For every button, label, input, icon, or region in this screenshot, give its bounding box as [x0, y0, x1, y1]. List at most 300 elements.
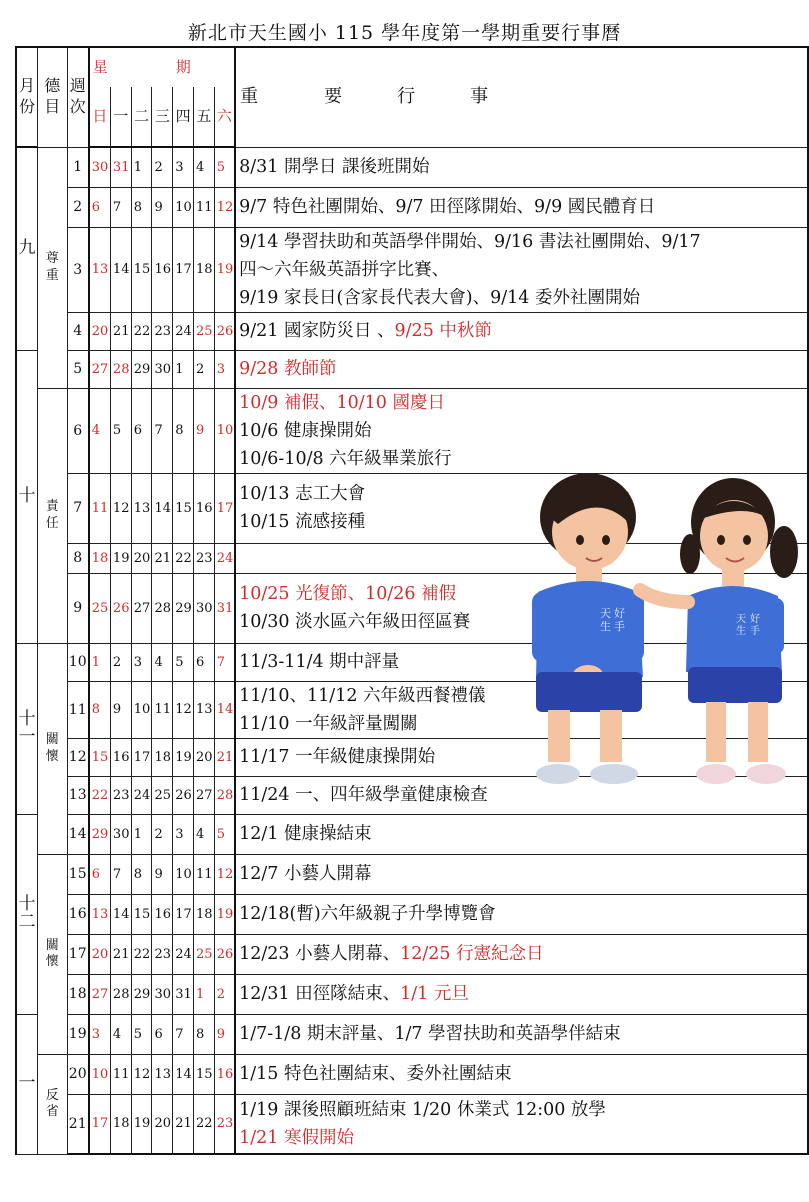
day-cell: 29 [173, 573, 194, 643]
month-cell-char: 一 [18, 726, 36, 747]
day-cell: 22 [131, 312, 152, 350]
event-line [239, 980, 807, 1008]
month-cell [16, 643, 37, 814]
day-cell: 20 [89, 312, 111, 350]
event-cell [235, 1094, 808, 1154]
event-text: 9/14 學習扶助和英語學伴開始、9/16 書法社團開始、9/17 [239, 231, 701, 252]
girl-shirt-text-2: 生 [736, 626, 746, 637]
virtue-cell [37, 388, 67, 643]
week-header-char: 週 [69, 76, 86, 96]
event-line [239, 417, 807, 445]
virtue-cell-char: 懷 [45, 748, 59, 764]
day-cell: 30 [152, 350, 173, 388]
day-cell: 2 [152, 814, 173, 854]
virtue-cell-char: 責 [45, 499, 59, 515]
page-title: 新北市天生國小 115 學年度第一學期重要行事曆 [187, 22, 622, 44]
week-number: 16 [67, 894, 89, 934]
day-cell: 7 [110, 187, 131, 227]
day-cell: 30 [89, 147, 111, 187]
event-cell [235, 350, 808, 388]
girl-shirt-text-4: 手 [750, 626, 760, 637]
event-line [239, 317, 807, 345]
event-text: 9/7 特色社團開始、9/7 田徑隊開始、9/9 國民體育日 [239, 197, 656, 217]
day-cell: 11 [152, 681, 173, 738]
day-cell: 21 [173, 1094, 194, 1154]
event-text: 8/31 開學日 課後班開始 [239, 157, 430, 177]
girl-shirt-text-1: 天 [736, 614, 746, 625]
event-text: 11/10、11/12 六年級西餐禮儀 [239, 685, 486, 706]
day-cell: 21 [214, 738, 235, 776]
day-cell: 23 [152, 934, 173, 974]
day-cell: 22 [131, 934, 152, 974]
day-cell: 16 [110, 738, 131, 776]
event-line [239, 900, 807, 928]
day-cell: 8 [131, 854, 152, 894]
children-illustration [528, 462, 809, 802]
day-cell: 1 [193, 974, 214, 1014]
week-row [16, 187, 808, 227]
day-cell: 9 [152, 187, 173, 227]
event-line [239, 860, 807, 888]
event-text: 9/25 中秋節 [394, 321, 492, 341]
week-header-char: 次 [69, 97, 86, 117]
week-number: 19 [67, 1014, 89, 1054]
week-number: 12 [67, 738, 89, 776]
event-cell [235, 187, 808, 227]
day-cell: 13 [152, 1054, 173, 1094]
day-cell: 12 [173, 681, 194, 738]
day-cell: 28 [110, 974, 131, 1014]
event-line [239, 153, 807, 181]
day-cell: 12 [110, 473, 131, 543]
event-cell [235, 388, 808, 473]
day-cell: 7 [214, 643, 235, 681]
day-cell: 9 [214, 1014, 235, 1054]
month-cell [16, 147, 37, 350]
week-row [16, 350, 808, 388]
day-cell: 11 [89, 473, 111, 543]
week-number: 21 [67, 1094, 89, 1154]
day-cell: 17 [214, 473, 235, 543]
month-cell [16, 1014, 37, 1154]
day-cell: 25 [193, 312, 214, 350]
day-cell: 13 [89, 894, 111, 934]
month-cell-char: 十 [18, 894, 36, 915]
month-cell-char: 九 [18, 237, 36, 258]
week-number: 4 [67, 312, 89, 350]
day-cell: 17 [131, 738, 152, 776]
event-cell [235, 934, 808, 974]
day-cell: 21 [110, 934, 131, 974]
day-cell: 13 [89, 227, 111, 312]
day-cell: 10 [214, 388, 235, 473]
month-cell [16, 814, 37, 1014]
week-number: 10 [67, 643, 89, 681]
virtue-cell-char: 任 [45, 515, 59, 531]
day-cell: 16 [214, 1054, 235, 1094]
virtue-cell-char: 懷 [45, 954, 59, 969]
event-text: 9/19 家長日(含家長代表大會)、9/14 委外社團開始 [239, 287, 640, 308]
day-cell: 7 [110, 854, 131, 894]
event-line [239, 284, 807, 312]
day-cell: 30 [152, 974, 173, 1014]
event-text: 12/1 健康操結束 [239, 824, 372, 844]
day-cell: 4 [193, 814, 214, 854]
event-line [239, 1020, 807, 1048]
day-cell: 10 [173, 854, 194, 894]
day-cell: 12 [214, 187, 235, 227]
day-cell: 12 [131, 1054, 152, 1094]
day-cell: 31 [214, 573, 235, 643]
day-cell: 28 [214, 776, 235, 814]
event-line [239, 256, 807, 284]
day-cell: 16 [152, 894, 173, 934]
day-cell: 22 [89, 776, 111, 814]
day-header-6: 六 [214, 87, 235, 147]
day-cell: 27 [193, 776, 214, 814]
week-row [16, 227, 808, 312]
day-cell: 14 [152, 473, 173, 543]
event-text: 11/17 一年級健康操開始 [239, 747, 436, 767]
event-line [239, 1124, 807, 1152]
day-cell: 14 [110, 227, 131, 312]
day-cell: 17 [173, 227, 194, 312]
day-cell: 11 [193, 187, 214, 227]
virtue-cell-char: 關 [45, 732, 59, 748]
day-cell: 28 [110, 350, 131, 388]
events-header-char: 行 [397, 86, 416, 108]
event-cell [235, 974, 808, 1014]
boy-figure [532, 473, 644, 784]
day-cell: 4 [152, 643, 173, 681]
day-cell: 2 [110, 643, 131, 681]
day-cell: 8 [193, 1014, 214, 1054]
month-header-char: 月 [18, 76, 35, 96]
virtue-cell-char: 重 [45, 267, 59, 283]
day-cell: 3 [89, 1014, 111, 1054]
day-cell: 6 [193, 643, 214, 681]
month-cell-char: 十 [18, 485, 36, 506]
week-number: 7 [67, 473, 89, 543]
event-line [239, 1060, 807, 1088]
day-cell: 25 [152, 776, 173, 814]
event-text: 10/6 健康操開始 [239, 420, 372, 441]
day-cell: 19 [173, 738, 194, 776]
month-cell-char: 二 [18, 912, 36, 932]
day-cell: 6 [152, 1014, 173, 1054]
day-cell: 5 [131, 1014, 152, 1054]
week-row [16, 814, 808, 854]
day-cell: 3 [173, 814, 194, 854]
day-cell: 26 [110, 573, 131, 643]
day-cell: 26 [214, 312, 235, 350]
day-cell: 1 [173, 350, 194, 388]
week-header [67, 47, 89, 147]
event-text: 1/1 元旦 [400, 984, 469, 1004]
boy-shirt-text-3: 好 [614, 607, 625, 620]
event-text: 11/3-11/4 期中評量 [239, 652, 400, 672]
week-row [16, 1094, 808, 1154]
week-number: 8 [67, 543, 89, 573]
girl-figure [640, 478, 798, 784]
month-header-char: 份 [18, 97, 35, 116]
event-cell [235, 312, 808, 350]
day-cell: 3 [214, 350, 235, 388]
day-cell: 30 [193, 573, 214, 643]
virtue-cell [37, 1054, 67, 1154]
day-cell: 23 [193, 543, 214, 573]
week-number: 20 [67, 1054, 89, 1094]
virtue-header [37, 47, 67, 147]
week-number: 11 [67, 681, 89, 738]
day-cell: 16 [193, 473, 214, 543]
day-cell: 8 [89, 681, 111, 738]
day-cell: 18 [193, 227, 214, 312]
day-cell: 24 [173, 934, 194, 974]
virtue-header-char: 德 [44, 76, 61, 96]
day-header-0: 日 [89, 87, 111, 147]
day-cell: 18 [193, 894, 214, 934]
day-cell: 15 [89, 738, 111, 776]
week-row [16, 894, 808, 934]
virtue-cell-char: 反 [45, 1087, 59, 1103]
day-cell: 24 [173, 312, 194, 350]
day-cell: 20 [193, 738, 214, 776]
event-text: 1/19 課後照顧班結束 1/20 休業式 12:00 放學 [239, 1099, 606, 1120]
day-cell: 17 [173, 894, 194, 934]
day-cell: 5 [214, 814, 235, 854]
day-cell: 25 [89, 573, 111, 643]
day-cell: 20 [131, 543, 152, 573]
week-number: 17 [67, 934, 89, 974]
day-cell: 29 [89, 814, 111, 854]
event-line [239, 820, 807, 848]
events-header-char: 重 [240, 86, 259, 108]
day-cell: 15 [131, 227, 152, 312]
day-header-4: 四 [173, 87, 194, 147]
virtue-header-char: 目 [44, 97, 61, 117]
virtue-cell-char: 尊 [45, 251, 59, 267]
day-cell: 19 [131, 1094, 152, 1154]
events-header-char: 要 [324, 86, 343, 108]
day-cell: 22 [193, 1094, 214, 1154]
event-text: 12/31 田徑隊結束、 [239, 984, 401, 1004]
week-number: 13 [67, 776, 89, 814]
day-cell: 5 [214, 147, 235, 187]
week-number: 5 [67, 350, 89, 388]
event-text: 1/7-1/8 期末評量、1/7 學習扶助和英語學伴結束 [239, 1024, 621, 1044]
boy-shirt-text-1: 天 [600, 607, 611, 620]
day-cell: 31 [173, 974, 194, 1014]
day-cell: 3 [131, 643, 152, 681]
day-cell: 18 [152, 738, 173, 776]
month-header [16, 47, 37, 147]
events-header-char: 事 [470, 86, 489, 108]
day-cell: 6 [89, 187, 111, 227]
week-number: 2 [67, 187, 89, 227]
day-cell: 19 [214, 227, 235, 312]
event-line [239, 228, 807, 256]
day-cell: 18 [110, 1094, 131, 1154]
day-cell: 9 [193, 388, 214, 473]
day-cell: 19 [214, 894, 235, 934]
day-cell: 19 [110, 543, 131, 573]
day-cell: 30 [110, 814, 131, 854]
event-text: 11/10 一年級評量闖關 [239, 713, 418, 734]
day-cell: 20 [89, 934, 111, 974]
week-row [16, 1014, 808, 1054]
event-line [239, 389, 807, 417]
day-cell: 8 [173, 388, 194, 473]
event-cell [235, 894, 808, 934]
day-cell: 10 [131, 681, 152, 738]
event-cell [235, 147, 808, 187]
day-cell: 15 [131, 894, 152, 934]
event-text: 12/7 小藝人開幕 [239, 864, 372, 884]
week-row [16, 854, 808, 894]
weekday-header [89, 47, 235, 87]
month-cell-char: 一 [18, 1073, 36, 1094]
day-cell: 2 [193, 350, 214, 388]
event-line [239, 193, 807, 221]
day-cell: 14 [214, 681, 235, 738]
day-cell: 5 [110, 388, 131, 473]
event-text: 四～六年級英語拼字比賽、 [239, 259, 450, 280]
week-number: 14 [67, 814, 89, 854]
event-text: 10/13 志工大會 [239, 484, 366, 504]
event-cell [235, 227, 808, 312]
day-cell: 15 [193, 1054, 214, 1094]
day-cell: 31 [110, 147, 131, 187]
week-row [16, 388, 808, 473]
day-cell: 24 [214, 543, 235, 573]
day-cell: 7 [152, 388, 173, 473]
event-text: 1/21 寒假開始 [239, 1127, 354, 1148]
events-header [235, 47, 808, 147]
virtue-cell-char: 關 [45, 937, 59, 953]
day-cell: 23 [110, 776, 131, 814]
day-cell: 23 [152, 312, 173, 350]
week-number: 3 [67, 227, 89, 312]
day-cell: 26 [173, 776, 194, 814]
week-number: 9 [67, 573, 89, 643]
day-cell: 27 [131, 573, 152, 643]
event-cell [235, 1054, 808, 1094]
day-header-1: 一 [110, 87, 131, 147]
virtue-cell-char: 省 [45, 1104, 59, 1119]
week-row [16, 934, 808, 974]
day-cell: 3 [173, 147, 194, 187]
day-cell: 2 [214, 974, 235, 1014]
day-cell: 14 [173, 1054, 194, 1094]
day-cell: 2 [152, 147, 173, 187]
event-text: 10/6-10/8 六年級畢業旅行 [239, 448, 452, 469]
day-cell: 13 [131, 473, 152, 543]
day-cell: 29 [131, 974, 152, 1014]
day-cell: 1 [89, 643, 111, 681]
event-line [239, 940, 807, 968]
virtue-cell [37, 643, 67, 854]
event-text: 12/23 小藝人閉幕、 [239, 944, 401, 964]
day-header-5: 五 [193, 87, 214, 147]
event-text: 12/25 行憲紀念日 [400, 944, 544, 964]
day-cell: 28 [152, 573, 173, 643]
event-text: 9/28 教師節 [239, 359, 337, 379]
day-cell: 20 [152, 1094, 173, 1154]
event-text: 10/9 補假、10/10 國慶日 [239, 392, 445, 413]
day-cell: 29 [131, 350, 152, 388]
day-cell: 18 [89, 543, 111, 573]
day-cell: 8 [131, 187, 152, 227]
event-text: 10/30 淡水區六年級田徑區賽 [239, 612, 471, 632]
month-cell-char: 十 [18, 708, 36, 729]
day-cell: 1 [131, 147, 152, 187]
week-number: 15 [67, 854, 89, 894]
day-cell: 11 [193, 854, 214, 894]
event-text: 11/24 一、四年級學童健康檢查 [239, 785, 488, 805]
week-row [16, 974, 808, 1014]
day-cell: 13 [193, 681, 214, 738]
event-text: 10/15 流感接種 [239, 512, 366, 532]
week-row [16, 147, 808, 187]
day-cell: 14 [110, 894, 131, 934]
boy-shirt-text-2: 生 [600, 620, 611, 633]
day-cell: 23 [214, 1094, 235, 1154]
day-cell: 11 [110, 1054, 131, 1094]
day-cell: 15 [173, 473, 194, 543]
day-cell: 21 [152, 543, 173, 573]
week-number: 1 [67, 147, 89, 187]
event-text: 10/25 光復節、10/26 補假 [239, 584, 457, 604]
day-cell: 9 [152, 854, 173, 894]
header-row [16, 47, 808, 87]
day-cell: 10 [89, 1054, 111, 1094]
day-cell: 4 [110, 1014, 131, 1054]
virtue-cell [37, 854, 67, 1054]
day-cell: 25 [193, 934, 214, 974]
week-number: 18 [67, 974, 89, 1014]
week-row [16, 312, 808, 350]
week-number: 6 [67, 388, 89, 473]
day-cell: 24 [131, 776, 152, 814]
girl-shirt-text-3: 好 [750, 614, 760, 625]
event-line [239, 355, 807, 383]
day-cell: 6 [89, 854, 111, 894]
period-label: 期 [175, 58, 191, 76]
day-cell: 4 [193, 147, 214, 187]
week-row [16, 1054, 808, 1094]
day-header-2: 二 [131, 87, 152, 147]
star-label: 星 [92, 58, 108, 76]
day-cell: 21 [110, 312, 131, 350]
event-text: 9/21 國家防災日 、 [239, 321, 395, 341]
day-cell: 27 [89, 974, 111, 1014]
day-cell: 4 [89, 388, 111, 473]
event-line [239, 1096, 807, 1124]
boy-shirt-text-4: 手 [614, 620, 625, 633]
day-cell: 12 [214, 854, 235, 894]
event-cell [235, 814, 808, 854]
day-cell: 7 [173, 1014, 194, 1054]
event-text: 12/18(暫)六年級親子升學博覽會 [239, 904, 496, 924]
event-text: 1/15 特色社團結束、委外社團結束 [239, 1064, 512, 1084]
day-cell: 10 [173, 187, 194, 227]
day-cell: 6 [131, 388, 152, 473]
day-cell: 17 [89, 1094, 111, 1154]
day-cell: 26 [214, 934, 235, 974]
day-cell: 1 [131, 814, 152, 854]
virtue-cell [37, 147, 67, 388]
